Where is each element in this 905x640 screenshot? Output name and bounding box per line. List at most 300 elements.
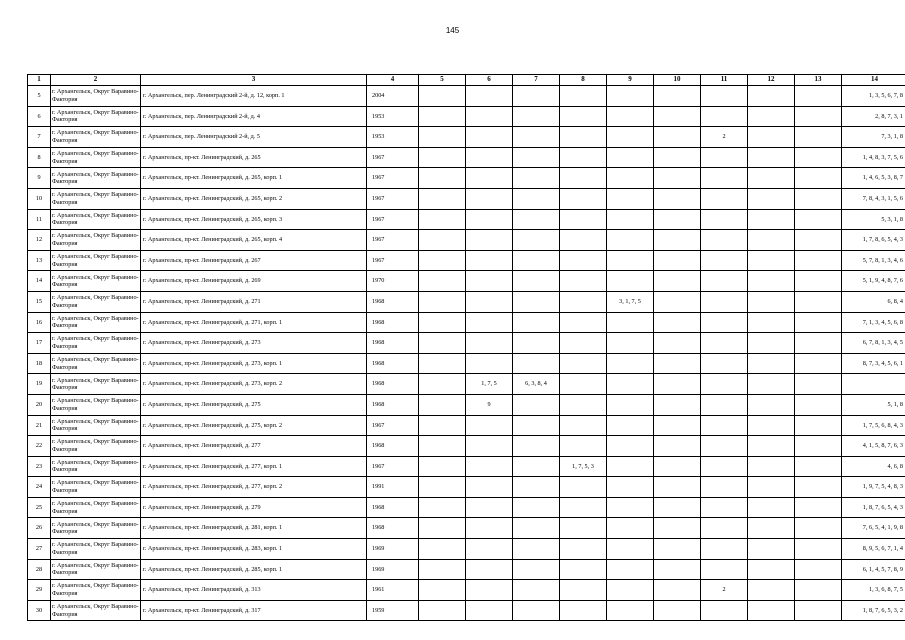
address-cell: г. Архангельск, пр-кт. Ленинградский, д. 265, корп. 1 (141, 168, 367, 189)
col6-cell (466, 86, 513, 107)
col8-cell (560, 333, 607, 354)
district-cell: г. Архангельск, Округ Варавино-Фактория (51, 291, 141, 312)
col6-cell: 9 (466, 394, 513, 415)
col12-cell (748, 539, 795, 560)
col7-cell (513, 209, 560, 230)
col13-cell (795, 539, 842, 560)
year-cell: 1967 (367, 168, 419, 189)
col14-cell: 5, 1, 8 (842, 394, 905, 415)
col5-cell (419, 456, 466, 477)
col9-cell (607, 436, 654, 457)
year-cell: 1968 (367, 518, 419, 539)
col14-cell (842, 374, 905, 395)
column-header: 9 (607, 75, 654, 86)
col13-cell (795, 230, 842, 251)
col9-cell (607, 271, 654, 292)
col7-cell (513, 497, 560, 518)
district-cell: г. Архангельск, Округ Варавино-Фактория (51, 86, 141, 107)
col5-cell (419, 168, 466, 189)
address-cell: г. Архангельск, пер. Ленинградский 2-й, д. 4 (141, 106, 367, 127)
col9-cell (607, 477, 654, 498)
col7-cell (513, 353, 560, 374)
address-cell: г. Архангельск, пр-кт. Ленинградский, д. 285, корп. 1 (141, 559, 367, 580)
district-cell: г. Архангельск, Округ Варавино-Фактория (51, 374, 141, 395)
table-row (28, 333, 905, 354)
col5-cell (419, 312, 466, 333)
col5-cell (419, 374, 466, 395)
col12-cell (748, 209, 795, 230)
col8-cell (560, 600, 607, 621)
col5-cell (419, 600, 466, 621)
col12-cell (748, 271, 795, 292)
address-cell: г. Архангельск, пр-кт. Ленинградский, д. 275, корп. 2 (141, 415, 367, 436)
col6-cell (466, 209, 513, 230)
col6-cell (466, 271, 513, 292)
col10-cell (654, 436, 701, 457)
col7-cell (513, 580, 560, 601)
col9-cell (607, 456, 654, 477)
district-cell: г. Архангельск, Округ Варавино-Фактория (51, 312, 141, 333)
row-number: 18 (28, 353, 51, 374)
col14-cell: 1, 4, 8, 3, 7, 5, 6 (842, 147, 905, 168)
address-cell: г. Архангельск, пр-кт. Ленинградский, д. 281, корп. 1 (141, 518, 367, 539)
col8-cell (560, 497, 607, 518)
row-number: 24 (28, 477, 51, 498)
col9-cell (607, 374, 654, 395)
address-cell: г. Архангельск, пр-кт. Ленинградский, д. 271 (141, 291, 367, 312)
col6-cell (466, 291, 513, 312)
district-cell: г. Архангельск, Округ Варавино-Фактория (51, 394, 141, 415)
col7-cell (513, 147, 560, 168)
year-cell: 1968 (367, 374, 419, 395)
col9-cell (607, 106, 654, 127)
col9-cell (607, 415, 654, 436)
row-number: 29 (28, 580, 51, 601)
col11-cell (701, 539, 748, 560)
col11-cell (701, 456, 748, 477)
col5-cell (419, 518, 466, 539)
col10-cell (654, 168, 701, 189)
col14-cell: 7, 3, 1, 8 (842, 127, 905, 148)
district-cell: г. Архангельск, Округ Варавино-Фактория (51, 250, 141, 271)
col6-cell (466, 497, 513, 518)
col12-cell (748, 497, 795, 518)
col8-cell (560, 374, 607, 395)
col7-cell (513, 106, 560, 127)
col7-cell (513, 312, 560, 333)
table-row (28, 188, 905, 209)
col13-cell (795, 415, 842, 436)
row-number: 22 (28, 436, 51, 457)
year-cell: 1959 (367, 600, 419, 621)
address-cell: г. Архангельск, пр-кт. Ленинградский, д. 283, корп. 1 (141, 539, 367, 560)
col12-cell (748, 168, 795, 189)
col6-cell (466, 559, 513, 580)
col8-cell (560, 436, 607, 457)
col11-cell (701, 271, 748, 292)
col14-cell: 7, 8, 4, 3, 1, 5, 6 (842, 188, 905, 209)
col7-cell (513, 436, 560, 457)
district-cell: г. Архангельск, Округ Варавино-Фактория (51, 497, 141, 518)
col6-cell (466, 580, 513, 601)
col11-cell (701, 106, 748, 127)
col10-cell (654, 230, 701, 251)
row-number: 9 (28, 168, 51, 189)
col7-cell (513, 271, 560, 292)
table-row (28, 497, 905, 518)
col13-cell (795, 271, 842, 292)
col13-cell (795, 312, 842, 333)
col7-cell (513, 477, 560, 498)
year-cell: 1970 (367, 271, 419, 292)
year-cell: 1968 (367, 312, 419, 333)
col10-cell (654, 600, 701, 621)
col9-cell (607, 86, 654, 107)
table-row (28, 353, 905, 374)
col9-cell (607, 127, 654, 148)
district-cell: г. Архангельск, Округ Варавино-Фактория (51, 353, 141, 374)
col11-cell (701, 168, 748, 189)
address-cell: г. Архангельск, пр-кт. Ленинградский, д. 265, корп. 3 (141, 209, 367, 230)
table-row (28, 436, 905, 457)
col13-cell (795, 580, 842, 601)
col5-cell (419, 415, 466, 436)
col12-cell (748, 580, 795, 601)
table-row (28, 271, 905, 292)
col5-cell (419, 580, 466, 601)
col7-cell (513, 559, 560, 580)
col14-cell: 7, 1, 3, 4, 5, 6, 8 (842, 312, 905, 333)
col11-cell (701, 291, 748, 312)
col6-cell (466, 477, 513, 498)
col14-cell: 2, 8, 7, 3, 1 (842, 106, 905, 127)
col13-cell (795, 127, 842, 148)
district-cell: г. Архангельск, Округ Варавино-Фактория (51, 230, 141, 251)
district-cell: г. Архангельск, Округ Варавино-Фактория (51, 147, 141, 168)
col9-cell (607, 147, 654, 168)
year-cell: 1967 (367, 456, 419, 477)
col8-cell (560, 209, 607, 230)
table-row (28, 127, 905, 148)
row-number: 25 (28, 497, 51, 518)
year-cell: 1967 (367, 230, 419, 251)
district-cell: г. Архангельск, Округ Варавино-Фактория (51, 477, 141, 498)
col10-cell (654, 518, 701, 539)
col7-cell: 6, 3, 8, 4 (513, 374, 560, 395)
table-row (28, 415, 905, 436)
col12-cell (748, 147, 795, 168)
col9-cell (607, 394, 654, 415)
col7-cell (513, 394, 560, 415)
col11-cell (701, 147, 748, 168)
col13-cell (795, 497, 842, 518)
col9-cell (607, 497, 654, 518)
col10-cell (654, 374, 701, 395)
column-header: 5 (419, 75, 466, 86)
address-cell: г. Архангельск, пр-кт. Ленинградский, д. 273 (141, 333, 367, 354)
col11-cell (701, 374, 748, 395)
col6-cell (466, 600, 513, 621)
year-cell: 1968 (367, 436, 419, 457)
address-cell: г. Архангельск, пр-кт. Ленинградский, д. 265, корп. 4 (141, 230, 367, 251)
row-number: 15 (28, 291, 51, 312)
col14-cell: 4, 1, 5, 8, 7, 6, 3 (842, 436, 905, 457)
col6-cell (466, 250, 513, 271)
col5-cell (419, 250, 466, 271)
year-cell: 1968 (367, 497, 419, 518)
col6-cell (466, 106, 513, 127)
col13-cell (795, 374, 842, 395)
address-cell: г. Архангельск, пр-кт. Ленинградский, д. 317 (141, 600, 367, 621)
col12-cell (748, 477, 795, 498)
col7-cell (513, 168, 560, 189)
district-cell: г. Архангельск, Округ Варавино-Фактория (51, 559, 141, 580)
year-cell: 1968 (367, 394, 419, 415)
col5-cell (419, 394, 466, 415)
row-number: 21 (28, 415, 51, 436)
col9-cell: 3, 1, 7, 5 (607, 291, 654, 312)
col12-cell (748, 415, 795, 436)
address-cell: г. Архангельск, пер. Ленинградский 2-й, д. 5 (141, 127, 367, 148)
col9-cell (607, 333, 654, 354)
col10-cell (654, 353, 701, 374)
col9-cell (607, 230, 654, 251)
page-number: 145 (445, 26, 460, 35)
col8-cell (560, 353, 607, 374)
col9-cell (607, 312, 654, 333)
col10-cell (654, 580, 701, 601)
col8-cell (560, 394, 607, 415)
col10-cell (654, 312, 701, 333)
col11-cell (701, 230, 748, 251)
col14-cell: 5, 1, 9, 4, 8, 7, 6 (842, 271, 905, 292)
col10-cell (654, 250, 701, 271)
col9-cell (607, 600, 654, 621)
column-header: 12 (748, 75, 795, 86)
table-row (28, 518, 905, 539)
col10-cell (654, 394, 701, 415)
col11-cell (701, 394, 748, 415)
table-row (28, 559, 905, 580)
col5-cell (419, 539, 466, 560)
col6-cell (466, 127, 513, 148)
col12-cell (748, 127, 795, 148)
col13-cell (795, 333, 842, 354)
district-cell: г. Архангельск, Округ Варавино-Фактория (51, 436, 141, 457)
year-cell: 1967 (367, 209, 419, 230)
col14-cell: 4, 6, 8 (842, 456, 905, 477)
col14-cell: 5, 7, 8, 1, 3, 4, 6 (842, 250, 905, 271)
col6-cell (466, 312, 513, 333)
col5-cell (419, 559, 466, 580)
district-cell: г. Архангельск, Округ Варавино-Фактория (51, 580, 141, 601)
col11-cell (701, 518, 748, 539)
column-header: 2 (51, 75, 141, 86)
year-cell: 1967 (367, 188, 419, 209)
col11-cell (701, 497, 748, 518)
col5-cell (419, 353, 466, 374)
col10-cell (654, 477, 701, 498)
year-cell: 1969 (367, 539, 419, 560)
col9-cell (607, 539, 654, 560)
col11-cell (701, 250, 748, 271)
district-cell: г. Архангельск, Округ Варавино-Фактория (51, 106, 141, 127)
table-row (28, 477, 905, 498)
col14-cell: 1, 7, 5, 6, 8, 4, 3 (842, 415, 905, 436)
col8-cell (560, 477, 607, 498)
col6-cell: 1, 7, 5 (466, 374, 513, 395)
col13-cell (795, 86, 842, 107)
col10-cell (654, 559, 701, 580)
col10-cell (654, 127, 701, 148)
col12-cell (748, 559, 795, 580)
col8-cell (560, 230, 607, 251)
district-cell: г. Архангельск, Округ Варавино-Фактория (51, 518, 141, 539)
col6-cell (466, 436, 513, 457)
col7-cell (513, 600, 560, 621)
col13-cell (795, 188, 842, 209)
address-cell: г. Архангельск, пер. Ленинградский 2-й, д. 12, корп. 1 (141, 86, 367, 107)
col6-cell (466, 518, 513, 539)
col14-cell: 8, 9, 5, 6, 7, 1, 4 (842, 539, 905, 560)
col10-cell (654, 209, 701, 230)
col14-cell: 1, 7, 8, 6, 5, 4, 3 (842, 230, 905, 251)
col10-cell (654, 415, 701, 436)
header-row (28, 75, 905, 86)
col9-cell (607, 168, 654, 189)
col14-cell: 6, 1, 4, 5, 7, 8, 9 (842, 559, 905, 580)
col10-cell (654, 106, 701, 127)
address-cell: г. Архангельск, пр-кт. Ленинградский, д. 265 (141, 147, 367, 168)
col5-cell (419, 333, 466, 354)
table-row (28, 374, 905, 395)
district-cell: г. Архангельск, Округ Варавино-Фактория (51, 271, 141, 292)
col14-cell: 1, 3, 6, 8, 7, 5 (842, 580, 905, 601)
col8-cell (560, 559, 607, 580)
table-row (28, 539, 905, 560)
col8-cell (560, 106, 607, 127)
year-cell: 1969 (367, 559, 419, 580)
table-row (28, 209, 905, 230)
col8-cell (560, 271, 607, 292)
row-number: 28 (28, 559, 51, 580)
col11-cell (701, 559, 748, 580)
column-header: 14 (842, 75, 905, 86)
column-header: 4 (367, 75, 419, 86)
col11-cell (701, 353, 748, 374)
col10-cell (654, 86, 701, 107)
address-cell: г. Архангельск, пр-кт. Ленинградский, д. 277, корп. 2 (141, 477, 367, 498)
col13-cell (795, 477, 842, 498)
col11-cell (701, 600, 748, 621)
col9-cell (607, 209, 654, 230)
col11-cell (701, 188, 748, 209)
col8-cell (560, 518, 607, 539)
col5-cell (419, 147, 466, 168)
col11-cell (701, 436, 748, 457)
col7-cell (513, 539, 560, 560)
district-cell: г. Архангельск, Округ Варавино-Фактория (51, 188, 141, 209)
col8-cell (560, 86, 607, 107)
col7-cell (513, 456, 560, 477)
col12-cell (748, 86, 795, 107)
col14-cell: 8, 7, 3, 4, 5, 6, 1 (842, 353, 905, 374)
table-row (28, 147, 905, 168)
table-row (28, 106, 905, 127)
year-cell: 1967 (367, 415, 419, 436)
table-row (28, 312, 905, 333)
table-row (28, 230, 905, 251)
year-cell: 1967 (367, 147, 419, 168)
col14-cell: 1, 4, 6, 5, 3, 8, 7 (842, 168, 905, 189)
col11-cell: 2 (701, 580, 748, 601)
address-cell: г. Архангельск, пр-кт. Ленинградский, д. 265, корп. 2 (141, 188, 367, 209)
col10-cell (654, 497, 701, 518)
col12-cell (748, 250, 795, 271)
row-number: 11 (28, 209, 51, 230)
col7-cell (513, 415, 560, 436)
table-row (28, 456, 905, 477)
col5-cell (419, 436, 466, 457)
row-number: 17 (28, 333, 51, 354)
col7-cell (513, 333, 560, 354)
col12-cell (748, 106, 795, 127)
col12-cell (748, 518, 795, 539)
col14-cell: 1, 8, 7, 6, 5, 3, 2 (842, 600, 905, 621)
col10-cell (654, 333, 701, 354)
col11-cell (701, 312, 748, 333)
col11-cell (701, 86, 748, 107)
col8-cell (560, 127, 607, 148)
col5-cell (419, 477, 466, 498)
col13-cell (795, 353, 842, 374)
row-number: 10 (28, 188, 51, 209)
col11-cell (701, 333, 748, 354)
col13-cell (795, 600, 842, 621)
col8-cell: 1, 7, 5, 3 (560, 456, 607, 477)
col6-cell (466, 456, 513, 477)
row-number: 5 (28, 86, 51, 107)
row-number: 8 (28, 147, 51, 168)
column-header: 3 (141, 75, 367, 86)
district-cell: г. Архангельск, Округ Варавино-Фактория (51, 600, 141, 621)
housing-table (27, 74, 905, 621)
col13-cell (795, 394, 842, 415)
col12-cell (748, 230, 795, 251)
col11-cell (701, 415, 748, 436)
col8-cell (560, 415, 607, 436)
column-header: 13 (795, 75, 842, 86)
col9-cell (607, 518, 654, 539)
col14-cell: 6, 7, 8, 1, 3, 4, 5 (842, 333, 905, 354)
col13-cell (795, 291, 842, 312)
row-number: 30 (28, 600, 51, 621)
col8-cell (560, 539, 607, 560)
table-row (28, 168, 905, 189)
col12-cell (748, 600, 795, 621)
year-cell: 1968 (367, 353, 419, 374)
col6-cell (466, 168, 513, 189)
col6-cell (466, 539, 513, 560)
column-header: 6 (466, 75, 513, 86)
address-cell: г. Архангельск, пр-кт. Ленинградский, д. 267 (141, 250, 367, 271)
district-cell: г. Архангельск, Округ Варавино-Фактория (51, 168, 141, 189)
col5-cell (419, 106, 466, 127)
year-cell: 1953 (367, 127, 419, 148)
district-cell: г. Архангельск, Округ Варавино-Фактория (51, 456, 141, 477)
col5-cell (419, 271, 466, 292)
col13-cell (795, 559, 842, 580)
